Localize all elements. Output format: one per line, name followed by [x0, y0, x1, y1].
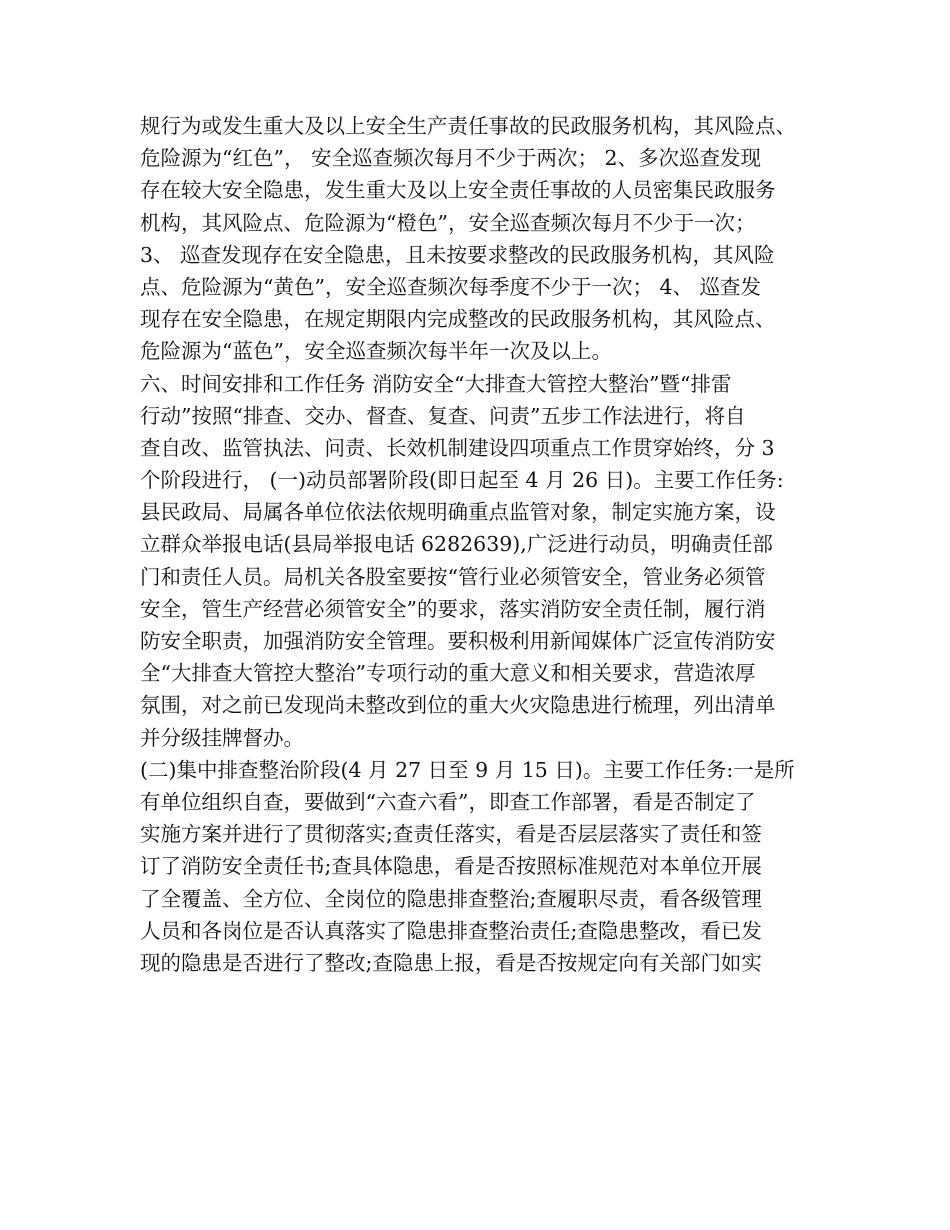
- text-line: 立群众举报电话(县局举报电话 6282639),广泛进行动员，明确责任部: [140, 532, 773, 557]
- text-line: 危险源为“红色”， 安全巡查频次每月不少于两次； 2、多次巡查发现: [140, 146, 762, 171]
- text-line: 人员和各岗位是否认真落实了隐患排查整治责任;查隐患整改，看已发: [140, 918, 762, 943]
- text-line: 并分级挂牌督办。: [140, 725, 304, 750]
- text-line: 机构，其风险点、危险源为“橙色”，安全巡查频次每月不少于一次；: [140, 210, 756, 235]
- subsection-line: (二)集中排查整治阶段(4 月 27 日至 9 月 15 日)。主要工作任务:一是所: [140, 757, 795, 782]
- text-line: 现的隐患是否进行了整改;查隐患上报，看是否按规定向有关部门如实: [140, 950, 762, 975]
- text-line: 门和责任人员。局机关各股室要按“管行业必须管安全，管业务必须管: [140, 564, 766, 589]
- text-line: 防安全职责，加强消防安全管理。要积极利用新闻媒体广泛宣传消防安: [140, 629, 776, 653]
- text-line: 实施方案并进行了贯彻落实;查责任落实，看是否层层落实了责任和签: [140, 822, 762, 847]
- text-line: 氛围，对之前已发现尚未整改到位的重大火灾隐患进行梳理，列出清单: [140, 693, 776, 718]
- document-body: [140, 110, 820, 979]
- text-line: 全“大排查大管控大整治”专项行动的重大意义和相关要求，营造浓厚: [140, 661, 756, 686]
- text-line: 存在较大安全隐患，发生重大及以上安全责任事故的人员密集民政服务: [140, 178, 776, 203]
- section-heading-line: 六、时间安排和工作任务 消防安全“大排查大管控大整治”暨“排雷: [140, 371, 732, 396]
- text-line: 县民政局、局属各单位依法依规明确重点监管对象，制定实施方案，设: [140, 500, 776, 525]
- text-line: 行动”按照“排查、交办、督查、复查、问责”五步工作法进行，将自: [140, 403, 746, 428]
- text-line: 危险源为“蓝色”，安全巡查频次每半年一次及以上。: [140, 339, 612, 364]
- text-line: 规行为或发生重大及以上安全生产责任事故的民政服务机构，其风险点、: [140, 114, 796, 138]
- text-line: 现存在安全隐患，在规定期限内完成整改的民政服务机构，其风险点、: [140, 307, 776, 332]
- text-line: 有单位组织自查，要做到“六查六看”，即查工作部署，看是否制定了: [140, 789, 756, 814]
- text-line: 查自改、监管执法、问责、长效机制建设四项重点工作贯穿始终，分 3: [140, 435, 775, 460]
- text-line: 个阶段进行， (一)动员部署阶段(即日起至 4 月 26 日)。主要工作任务:: [140, 468, 784, 493]
- text-line: 安全，管生产经营必须管安全”的要求，落实消防安全责任制，履行消: [140, 596, 766, 621]
- text-line: 了全覆盖、全方位、全岗位的隐患排查整治;查履职尽责，看各级管理: [140, 886, 762, 911]
- text-line: 订了消防安全责任书;查具体隐患，看是否按照标准规范对本单位开展: [140, 854, 762, 879]
- text-line: 3、 巡查发现存在安全隐患，且未按要求整改的民政服务机构，其风险: [140, 242, 775, 267]
- text-line: 点、危险源为“黄色”，安全巡查频次每季度不少于一次； 4、 巡查发: [140, 274, 762, 299]
